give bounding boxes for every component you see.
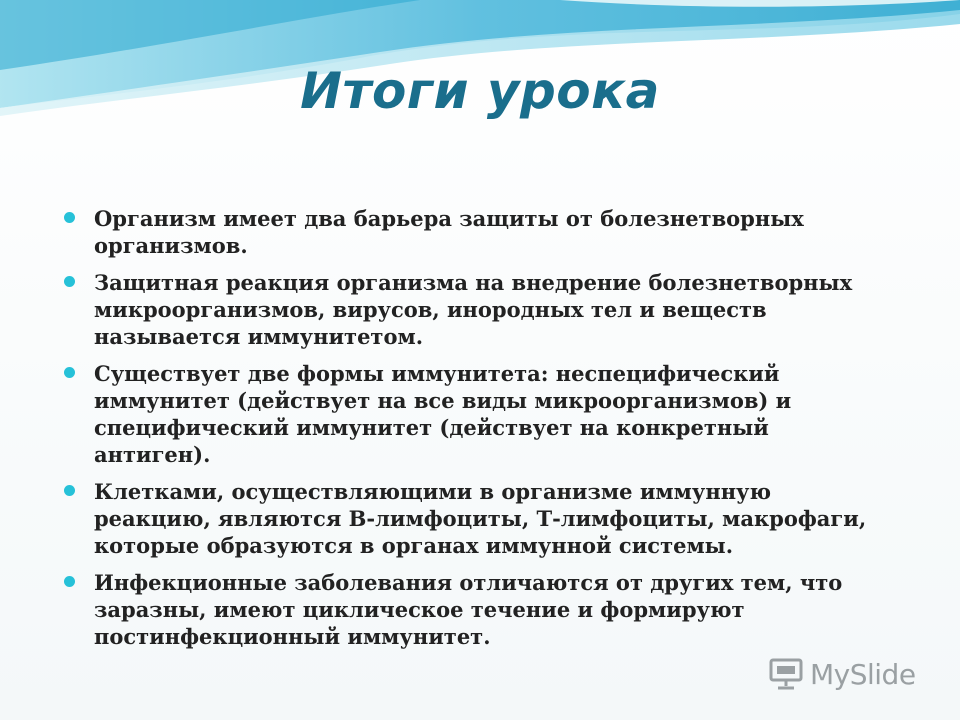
bullet-dot-icon: [64, 485, 75, 496]
myslide-watermark: [768, 654, 916, 694]
bullet-list-container: [60, 205, 890, 660]
watermark-text: MySlide: [810, 657, 916, 691]
bullet-text: Клетками, осуществляющими в организме иммунную реакцию, являются В-лимфоциты, Т-лимфоциты, макрофаги, которые образуются в органах иммунной системы.: [94, 479, 867, 558]
bullet-item: [60, 269, 890, 350]
bullet-item: [60, 569, 890, 650]
presentation-board-icon: [768, 657, 804, 691]
bullet-dot-icon: [64, 276, 75, 287]
bullet-item: [60, 478, 890, 559]
bullet-item: [60, 205, 890, 259]
bullet-text: Существует две формы иммунитета: неспецифический иммунитет (действует на все виды микроорганизмов) и специфический иммунитет (действует на конкретный антиген).: [94, 361, 792, 467]
bullet-text: Защитная реакция организма на внедрение болезнетворных микроорганизмов, вирусов, инородных тел и веществ называется иммунитетом.: [94, 270, 853, 349]
bullet-dot-icon: [64, 212, 75, 223]
bullet-dot-icon: [64, 367, 75, 378]
slide-title: Итоги урока: [300, 62, 660, 120]
bullet-dot-icon: [64, 576, 75, 587]
bullet-item: [60, 360, 890, 468]
bullet-text: Организм имеет два барьера защиты от болезнетворных организмов.: [94, 206, 804, 258]
bullet-list: [60, 205, 890, 650]
bullet-text: Инфекционные заболевания отличаются от других тем, что заразны, имеют циклическое течение и формируют постинфекционный иммунитет.: [94, 570, 843, 649]
